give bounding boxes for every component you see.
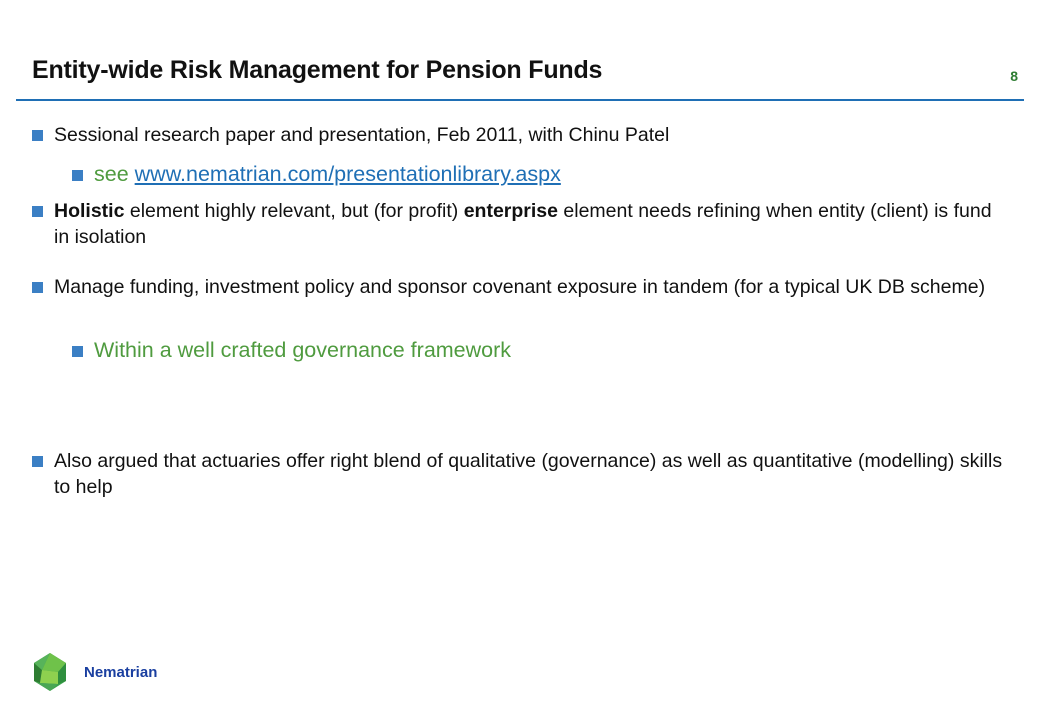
bullet-text-segment: element needs refining when entity (client) is fund in isolation	[54, 200, 992, 248]
list-item	[32, 198, 1012, 250]
footer-brand-label: Nematrian	[84, 663, 158, 681]
bullet-text-segment: Also argued that actuaries offer right blend of qualitative (governance) as well as quantitative (modelling) skills to help	[54, 450, 1003, 498]
list-item	[72, 160, 1012, 188]
bullet-square-icon	[32, 282, 43, 293]
bullet-text-segment: element highly relevant, but (for profit)	[124, 200, 464, 222]
bullet-square-icon	[32, 206, 43, 217]
list-item-text	[94, 336, 1012, 364]
bullet-text-segment: see	[94, 162, 135, 186]
slide-body	[32, 122, 1012, 502]
page-title: Entity-wide Risk Management for Pension Funds	[32, 56, 603, 84]
list-item	[32, 122, 1012, 148]
list-item-text	[94, 160, 1012, 188]
spacer	[32, 364, 1012, 448]
bullet-square-icon	[72, 346, 83, 357]
list-item-text	[54, 274, 1012, 300]
list-item-text	[54, 198, 1012, 250]
slide-number: 8	[1010, 68, 1018, 84]
list-item-text	[54, 122, 1012, 148]
bullet-text-segment: Holistic	[54, 200, 125, 222]
spacer	[32, 302, 1012, 336]
spacer	[32, 150, 1012, 160]
list-item	[72, 336, 1012, 364]
list-item	[32, 448, 1012, 500]
bullet-text-segment: Sessional research paper and presentation, Feb 2011, with Chinu Patel	[54, 124, 670, 146]
spacer	[32, 252, 1012, 274]
bullet-text-segment: Manage funding, investment policy and sponsor covenant exposure in tandem (for a typical UK DB scheme)	[54, 276, 986, 298]
presentation-library-link[interactable]: www.nematrian.com/presentationlibrary.aspx	[134, 162, 561, 186]
bullet-text-segment: enterprise	[463, 200, 558, 222]
bullet-square-icon	[72, 170, 83, 181]
bullet-square-icon	[32, 456, 43, 467]
title-divider	[16, 99, 1024, 101]
list-item-text	[54, 448, 1012, 500]
bullet-square-icon	[32, 130, 43, 141]
list-item	[32, 274, 1012, 300]
spacer	[32, 188, 1012, 198]
footer	[28, 650, 157, 694]
polyhedron-logo-icon	[28, 650, 72, 694]
bullet-text-segment: Within a well crafted governance framework	[94, 338, 512, 362]
